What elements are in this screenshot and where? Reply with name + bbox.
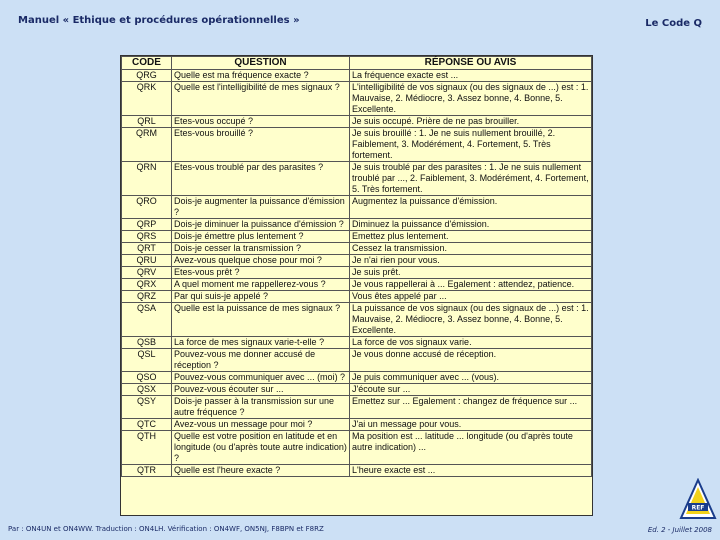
- question-cell: Etes-vous occupé ?: [172, 116, 350, 128]
- table-row: [122, 291, 592, 303]
- code-cell: QSO: [122, 372, 172, 384]
- q-code-table: [121, 56, 592, 477]
- answer-cell: Je suis occupé. Prière de ne pas brouiller.: [350, 116, 592, 128]
- table-row: [122, 419, 592, 431]
- table-row: [122, 337, 592, 349]
- answer-cell: Je suis brouillé : 1. Je ne suis nullement brouillé, 2. Faiblement, 3. Modérément, 4. Fortement, 5. Très fortement.: [350, 128, 592, 162]
- table-header-row: [122, 57, 592, 70]
- question-cell: Avez-vous un message pour moi ?: [172, 419, 350, 431]
- answer-cell: Vous êtes appelé par ...: [350, 291, 592, 303]
- table-row: [122, 231, 592, 243]
- question-cell: Quelle est la puissance de mes signaux ?: [172, 303, 350, 337]
- question-cell: Quelle est ma fréquence exacte ?: [172, 70, 350, 82]
- table-row: [122, 219, 592, 231]
- code-cell: QRL: [122, 116, 172, 128]
- answer-cell: J'écoute sur ...: [350, 384, 592, 396]
- question-cell: Quelle est l'heure exacte ?: [172, 465, 350, 477]
- code-cell: QTC: [122, 419, 172, 431]
- column-header-code: CODE: [122, 57, 172, 70]
- code-cell: QRM: [122, 128, 172, 162]
- table-row: [122, 349, 592, 372]
- table-row: [122, 162, 592, 196]
- table-row: [122, 431, 592, 465]
- logo-text: REF: [691, 504, 705, 512]
- question-cell: Avez-vous quelque chose pour moi ?: [172, 255, 350, 267]
- table-row: [122, 267, 592, 279]
- table-body: [122, 70, 592, 477]
- question-cell: Pouvez-vous me donner accusé de réception ?: [172, 349, 350, 372]
- table-row: [122, 396, 592, 419]
- footer-edition: Ed. 2 - Juillet 2008: [647, 526, 712, 534]
- table-row: [122, 243, 592, 255]
- answer-cell: Je puis communiquer avec ... (vous).: [350, 372, 592, 384]
- table-row: [122, 116, 592, 128]
- table-row: [122, 128, 592, 162]
- column-header-question: QUESTION: [172, 57, 350, 70]
- code-cell: QSY: [122, 396, 172, 419]
- answer-cell: J'ai un message pour vous.: [350, 419, 592, 431]
- answer-cell: Je n'ai rien pour vous.: [350, 255, 592, 267]
- answer-cell: Augmentez la puissance d'émission.: [350, 196, 592, 219]
- code-cell: QRS: [122, 231, 172, 243]
- table-row: [122, 465, 592, 477]
- question-cell: Quelle est votre position en latitude et en longitude (ou d'après toute autre indication) ?: [172, 431, 350, 465]
- code-cell: QRN: [122, 162, 172, 196]
- answer-cell: La force de vos signaux varie.: [350, 337, 592, 349]
- code-cell: QSX: [122, 384, 172, 396]
- code-cell: QTR: [122, 465, 172, 477]
- question-cell: Etes-vous troublé par des parasites ?: [172, 162, 350, 196]
- table-row: [122, 70, 592, 82]
- answer-cell: Je suis prêt.: [350, 267, 592, 279]
- question-cell: A quel moment me rappellerez-vous ?: [172, 279, 350, 291]
- answer-cell: La puissance de vos signaux (ou des signaux de ...) est : 1. Mauvaise, 2. Médiocre, 3. Assez bonne, 4. Bonne, 5. Excellente.: [350, 303, 592, 337]
- answer-cell: L'heure exacte est ...: [350, 465, 592, 477]
- footer-credits: Par : ON4UN et ON4WW. Traduction : ON4LH. Vérification : ON4WF, ON5NJ, F8BPN et F8RZ: [8, 525, 324, 533]
- code-cell: QSL: [122, 349, 172, 372]
- answer-cell: Je suis troublé par des parasites : 1. Je ne suis nullement troublé par ..., 2. Faiblement, 3. Modérément, 4. Fortement, 5. Très fortement.: [350, 162, 592, 196]
- question-cell: Pouvez-vous écouter sur ...: [172, 384, 350, 396]
- table-row: [122, 384, 592, 396]
- answer-cell: Emettez plus lentement.: [350, 231, 592, 243]
- answer-cell: Je vous rappellerai à ... Egalement : attendez, patience.: [350, 279, 592, 291]
- answer-cell: L'intelligibilité de vos signaux (ou des signaux de ...) est : 1. Mauvaise, 2. Médiocre, 3. Assez bonne, 4. Bonne, 5. Excellente.: [350, 82, 592, 116]
- question-cell: Quelle est l'intelligibilité de mes signaux ?: [172, 82, 350, 116]
- code-cell: QRO: [122, 196, 172, 219]
- table-row: [122, 279, 592, 291]
- document-title: Manuel « Ethique et procédures opérationnelles »: [18, 15, 300, 26]
- code-cell: QRT: [122, 243, 172, 255]
- code-cell: QTH: [122, 431, 172, 465]
- question-cell: Dois-je cesser la transmission ?: [172, 243, 350, 255]
- answer-cell: Cessez la transmission.: [350, 243, 592, 255]
- table-row: [122, 196, 592, 219]
- table-row: [122, 303, 592, 337]
- answer-cell: La fréquence exacte est ...: [350, 70, 592, 82]
- question-cell: Etes-vous brouillé ?: [172, 128, 350, 162]
- question-cell: Etes-vous prêt ?: [172, 267, 350, 279]
- code-cell: QRG: [122, 70, 172, 82]
- code-cell: QRX: [122, 279, 172, 291]
- answer-cell: Emettez sur ... Egalement : changez de fréquence sur ...: [350, 396, 592, 419]
- code-cell: QSA: [122, 303, 172, 337]
- table-row: [122, 82, 592, 116]
- question-cell: Dois-je augmenter la puissance d'émission ?: [172, 196, 350, 219]
- question-cell: Dois-je diminuer la puissance d'émission ?: [172, 219, 350, 231]
- q-code-table-container: [120, 55, 593, 516]
- code-cell: QRV: [122, 267, 172, 279]
- question-cell: Dois-je émettre plus lentement ?: [172, 231, 350, 243]
- answer-cell: Je vous donne accusé de réception.: [350, 349, 592, 372]
- table-row: [122, 255, 592, 267]
- section-title: Le Code Q: [645, 18, 702, 29]
- code-cell: QRU: [122, 255, 172, 267]
- question-cell: Dois-je passer à la transmission sur une autre fréquence ?: [172, 396, 350, 419]
- question-cell: Pouvez-vous communiquer avec ... (moi) ?: [172, 372, 350, 384]
- column-header-answer: RÉPONSE OU AVIS: [350, 57, 592, 70]
- answer-cell: Ma position est ... latitude ... longitude (ou d'après toute autre indication) ...: [350, 431, 592, 465]
- code-cell: QRZ: [122, 291, 172, 303]
- code-cell: QRP: [122, 219, 172, 231]
- code-cell: QSB: [122, 337, 172, 349]
- question-cell: La force de mes signaux varie-t-elle ?: [172, 337, 350, 349]
- question-cell: Par qui suis-je appelé ?: [172, 291, 350, 303]
- ref-triangle-logo-icon: [679, 478, 717, 522]
- table-row: [122, 372, 592, 384]
- code-cell: QRK: [122, 82, 172, 116]
- answer-cell: Diminuez la puissance d'émission.: [350, 219, 592, 231]
